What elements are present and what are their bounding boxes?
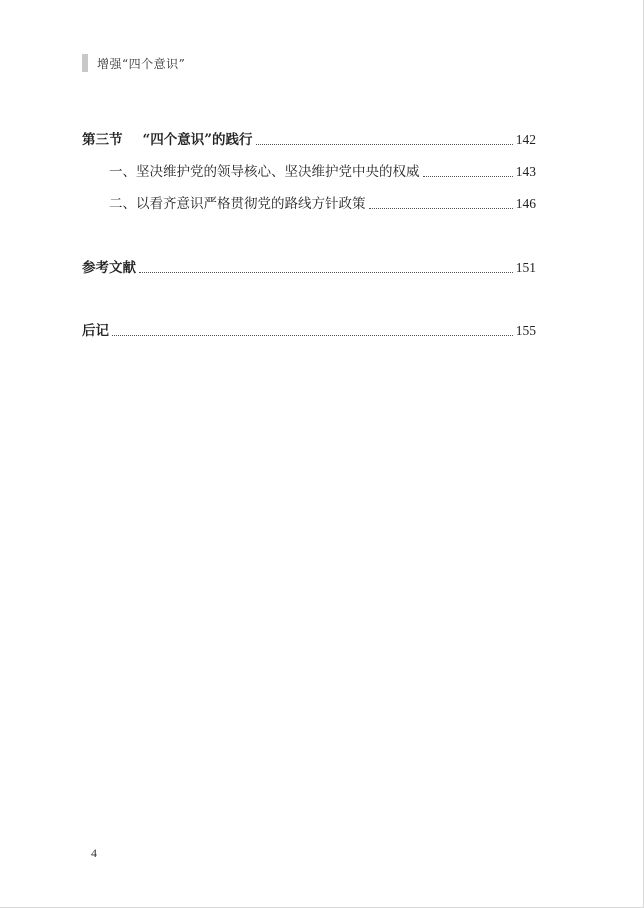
toc-dot-leader <box>423 176 513 177</box>
toc-entry-subsection-2[interactable] <box>82 192 536 214</box>
toc-section-label: 第三节 <box>82 132 123 148</box>
toc-entry-title: 二、以看齐意识严格贯彻党的路线方针政策 <box>109 196 366 212</box>
toc-entry-section-3[interactable] <box>82 128 536 150</box>
toc-entry-title: 参考文献 <box>82 260 136 276</box>
toc-page-number: 155 <box>515 323 536 338</box>
toc-entry-title: 后记 <box>82 323 109 339</box>
toc-dot-leader <box>369 208 513 209</box>
toc-dot-leader <box>256 144 513 145</box>
toc-entry-references[interactable] <box>82 256 536 278</box>
page-number: 4 <box>91 846 97 860</box>
running-header <box>82 54 185 72</box>
toc-entry-subsection-1[interactable] <box>82 160 536 182</box>
toc-entry-afterword[interactable] <box>82 319 536 341</box>
toc-page-number: 146 <box>515 196 536 211</box>
header-marker-bar <box>82 54 88 72</box>
toc-entry-title <box>82 130 253 150</box>
running-header-title: 增强“四个意识” <box>97 56 186 71</box>
toc-section-title: “四个意识”的践行 <box>142 132 253 148</box>
toc-page-number: 151 <box>515 260 536 275</box>
toc-dot-leader <box>139 272 513 273</box>
toc-entry-title: 一、坚决维护党的领导核心、坚决维护党中央的权威 <box>109 164 420 180</box>
toc-page-number: 143 <box>515 164 536 179</box>
toc-dot-leader <box>112 335 513 336</box>
toc-page-number: 142 <box>515 132 536 147</box>
